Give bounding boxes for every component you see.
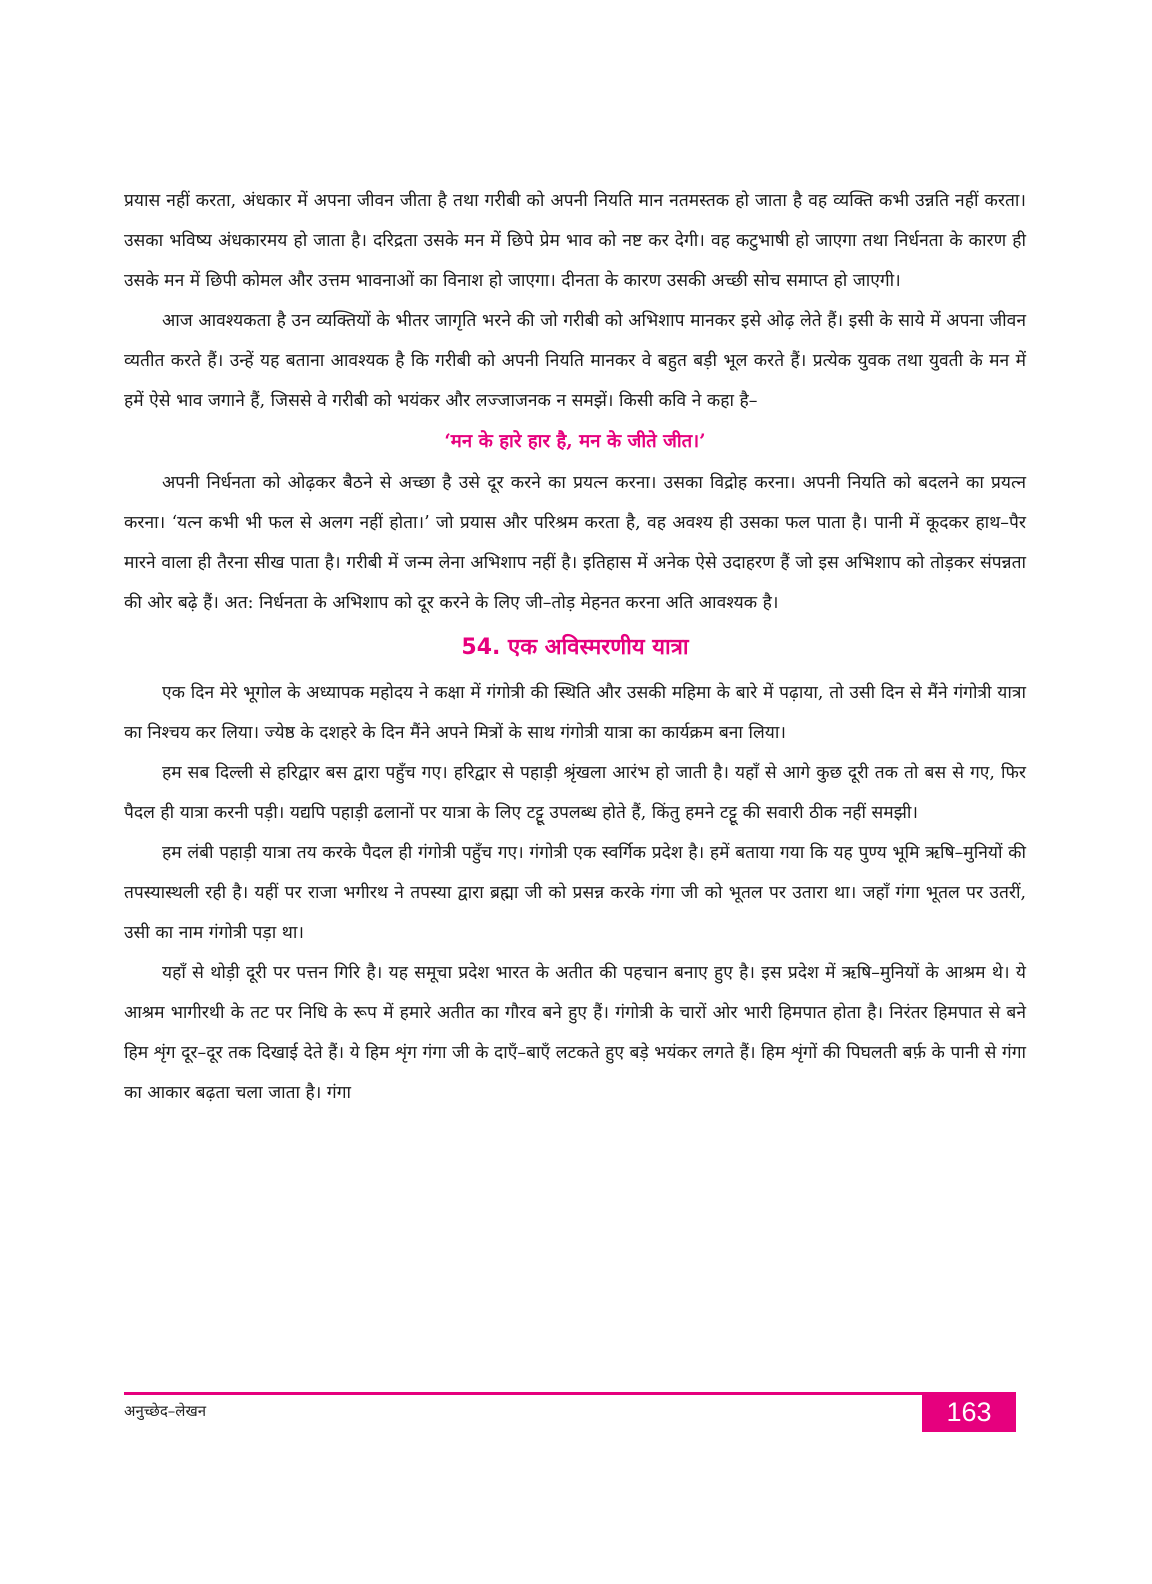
footer-chapter-label: अनुच्छेद–लेखन: [124, 1402, 207, 1420]
paragraph-awareness: आज आवश्यकता है उन व्यक्तियों के भीतर जागृति भरने की जो गरीबी को अभिशाप मानकर इसे ओढ़ लेते हैं। इसी के साये में अपना जीवन व्यतीत करते हैं। उन्हें यह बताना आवश्यक है कि गरीबी को अपनी नियति मानकर वे बहुत बड़ी भूल करते हैं। प्रत्येक युवक तथा युवती के मन में हमें ऐसे भाव जगाने हैं, जिससे वे गरीबी को भयंकर और लज्जाजनक न समझें। किसी कवि ने कहा है–: [124, 311, 1026, 411]
footer-divider: [124, 1392, 1016, 1395]
page-content: [124, 181, 1026, 1113]
paragraph-continuation: प्रयास नहीं करता, अंधकार में अपना जीवन जीता है तथा गरीबी को अपनी नियति मान नतमस्तक हो जाता है वह व्यक्ति कभी उन्नति नहीं करता। उसका भविष्य अंधकारमय हो जाता है। दरिद्रता उसके मन में छिपे प्रेम भाव को नष्ट कर देगी। वह कटुभाषी हो जाएगा तथा निर्धनता के कारण ही उसके मन में छिपी कोमल और उत्तम भावनाओं का विनाश हो जाएगा। दीनता के कारण उसकी अच्छी सोच समाप्त हो जाएगी।: [124, 191, 1026, 291]
section-heading: 54. एक अविस्मरणीय यात्रा: [461, 635, 689, 660]
page-number-badge: 163: [922, 1392, 1016, 1432]
paragraph-haridwar: हम सब दिल्ली से हरिद्वार बस द्वारा पहुँच गए। हरिद्वार से पहाड़ी श्रृंखला आरंभ हो जाती है। यहाँ से आगे कुछ दूरी तक तो बस से गए, फिर पैदल ही यात्रा करनी पड़ी। यद्यपि पहाड़ी ढलानों पर यात्रा के लिए टट्टू उपलब्ध होते हैं, किंतु हमने टट्टू की सवारी ठीक नहीं समझी।: [124, 763, 1026, 823]
paragraph-pattan-giri: यहाँ से थोड़ी दूरी पर पत्तन गिरि है। यह समूचा प्रदेश भारत के अतीत की पहचान बनाए हुए है। इस प्रदेश में ऋषि–मुनियों के आश्रम थे। ये आश्रम भागीरथी के तट पर निधि के रूप में हमारे अतीत का गौरव बने हुए हैं। गंगोत्री के चारों ओर भारी हिमपात होता है। निरंतर हिमपात से बने हिम शृंग दूर–दूर तक दिखाई देते हैं। ये हिम शृंग गंगा जी के दाएँ–बाएँ लटकते हुए बड़े भयंकर लगते हैं। हिम शृंगों की पिघलती बर्फ़ के पानी से गंगा का आकार बढ़ता चला जाता है। गंगा: [124, 963, 1026, 1103]
paragraph-effort: अपनी निर्धनता को ओढ़कर बैठने से अच्छा है उसे दूर करने का प्रयत्न करना। उसका विद्रोह करना। अपनी नियति को बदलने का प्रयत्न करना। ‘यत्न कभी भी फल से अलग नहीं होता।’ जो प्रयास और परिश्रम करता है, वह अवश्य ही उसका फल पाता है। पानी में कूदकर हाथ–पैर मारने वाला ही तैरना सीख पाता है। गरीबी में जन्म लेना अभिशाप नहीं है। इतिहास में अनेक ऐसे उदाहरण हैं जो इस अभिशाप को तोड़कर संपन्नता की ओर बढ़े हैं। अत: निर्धनता के अभिशाप को दूर करने के लिए जी–तोड़ मेहनत करना अति आवश्यक है।: [124, 473, 1026, 613]
paragraph-journey-plan: एक दिन मेरे भूगोल के अध्यापक महोदय ने कक्षा में गंगोत्री की स्थिति और उसकी महिमा के बारे में पढ़ाया, तो उसी दिन से मैंने गंगोत्री यात्रा का निश्चय कर लिया। ज्येष्ठ के दशहरे के दिन मैंने अपने मित्रों के साथ गंगोत्री यात्रा का कार्यक्रम बना लिया।: [124, 683, 1026, 743]
poet-quote: ‘मन के हारे हार है, मन के जीते जीत।’: [444, 431, 706, 452]
paragraph-gangotri: हम लंबी पहाड़ी यात्रा तय करके पैदल ही गंगोत्री पहुँच गए। गंगोत्री एक स्वर्गिक प्रदेश है। हमें बताया गया कि यह पुण्य भूमि ऋषि–मुनियों की तपस्यास्थली रही है। यहीं पर राजा भगीरथ ने तपस्या द्वारा ब्रह्मा जी को प्रसन्न करके गंगा जी को भूतल पर उतारा था। जहाँ गंगा भूतल पर उतरीं, उसी का नाम गंगोत्री पड़ा था।: [124, 843, 1026, 943]
